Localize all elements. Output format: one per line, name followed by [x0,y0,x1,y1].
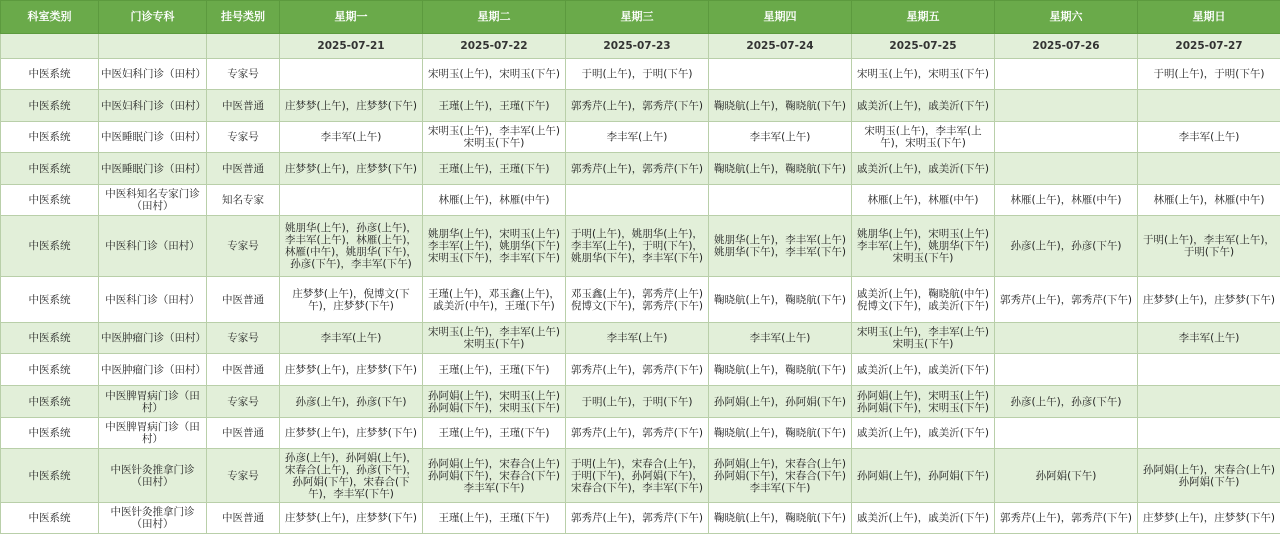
schedule-cell [1138,153,1280,185]
schedule-cell: 姚朋华(上午)，孙彦(上午)，李丰军(上午)，林雁(上午)，林雁(中午)，姚朋华(下午)，孙彦(下午)，李丰军(下午) [280,216,423,277]
schedule-cell: 郭秀芹(上午)，郭秀芹(下午) [566,90,709,122]
schedule-cell: 李丰军(上午) [709,122,852,153]
table-row [1,122,1280,153]
schedule-cell: 王瑾(上午)，王瑾(下午) [423,90,566,122]
schedule-cell: 孙阿娟(上午)，宋春合(上午) 孙阿娟(下午)，宋春合(下午) 李丰军(下午) [709,449,852,503]
date-wed: 2025-07-23 [566,34,709,59]
schedule-cell [995,153,1138,185]
schedule-cell: 戚美沂(上午)，鞠晓航(中午) 倪博文(下午)，戚美沂(下午) [852,277,995,323]
reg-type-cell: 中医普通 [207,90,280,122]
dept-cell: 中医系统 [1,153,99,185]
schedule-cell: 林雁(上午)，林雁(中午) [1138,185,1280,216]
date-thu: 2025-07-24 [709,34,852,59]
reg-type-cell: 中医普通 [207,503,280,534]
schedule-cell: 林雁(上午)，林雁(中午) [423,185,566,216]
reg-type-cell: 专家号 [207,449,280,503]
schedule-cell: 孙阿娟(上午)，宋春合(上午) 孙阿娟(下午)，宋春合(下午) 李丰军(下午) [423,449,566,503]
date-cell-empty [99,34,207,59]
col-header-dept: 科室类别 [1,1,99,34]
reg-type-cell: 中医普通 [207,277,280,323]
schedule-cell [1138,418,1280,449]
col-header-type: 挂号类别 [207,1,280,34]
table-row [1,449,1280,503]
schedule-cell: 郭秀芹(上午)，郭秀芹(下午) [566,503,709,534]
schedule-cell: 姚朋华(上午)，宋明玉(上午) 李丰军(上午)，姚朋华(下午) 宋明玉(下午)，李丰军(下午) [423,216,566,277]
schedule-cell: 鞠晓航(上午)，鞠晓航(下午) [709,90,852,122]
date-sat: 2025-07-26 [995,34,1138,59]
dept-cell: 中医系统 [1,277,99,323]
schedule-cell [995,122,1138,153]
schedule-cell: 戚美沂(上午)，戚美沂(下午) [852,90,995,122]
schedule-cell: 王瑾(上午)，王瑾(下午) [423,153,566,185]
schedule-cell: 孙彦(上午)，孙彦(下午) [280,386,423,418]
date-cell-empty [207,34,280,59]
dept-cell: 中医系统 [1,418,99,449]
col-header-wed: 星期三 [566,1,709,34]
schedule-cell: 郭秀芹(上午)，郭秀芹(下午) [995,277,1138,323]
schedule-cell: 庄梦梦(上午)，庄梦梦(下午) [1138,503,1280,534]
schedule-cell: 李丰军(上午) [709,323,852,354]
clinic-cell: 中医肿瘤门诊（田村） [99,354,207,386]
reg-type-cell: 专家号 [207,122,280,153]
schedule-cell [280,185,423,216]
schedule-cell: 于明(上午)，于明(下午) [566,59,709,90]
clinic-cell: 中医针灸推拿门诊（田村） [99,449,207,503]
schedule-cell: 戚美沂(上午)，戚美沂(下午) [852,153,995,185]
schedule-cell: 姚朋华(上午)，宋明玉(上午) 李丰军(上午)，姚朋华(下午) 宋明玉(下午) [852,216,995,277]
schedule-cell: 姚朋华(上午)，李丰军(上午) 姚朋华(下午)，李丰军(下午) [709,216,852,277]
schedule-cell: 李丰军(上午) [566,122,709,153]
schedule-cell: 王瑾(上午)，王瑾(下午) [423,354,566,386]
dept-cell: 中医系统 [1,185,99,216]
table-row [1,418,1280,449]
schedule-cell: 戚美沂(上午)，戚美沂(下午) [852,418,995,449]
table-row [1,386,1280,418]
schedule-cell: 庄梦梦(上午)，庄梦梦(下午) [280,418,423,449]
schedule-cell: 鞠晓航(上午)，鞠晓航(下午) [709,153,852,185]
schedule-cell: 宋明玉(上午)，宋明玉(下午) [852,59,995,90]
clinic-cell: 中医睡眠门诊（田村） [99,153,207,185]
schedule-cell: 鞠晓航(上午)，鞠晓航(下午) [709,503,852,534]
dept-cell: 中医系统 [1,449,99,503]
schedule-cell: 庄梦梦(上午)，庄梦梦(下午) [280,90,423,122]
schedule-cell: 李丰军(上午) [1138,323,1280,354]
schedule-cell [995,323,1138,354]
table-row [1,503,1280,534]
schedule-cell: 戚美沂(上午)，戚美沂(下午) [852,503,995,534]
col-header-clinic: 门诊专科 [99,1,207,34]
schedule-cell: 李丰军(上午) [566,323,709,354]
schedule-cell: 庄梦梦(上午)，倪博文(下午)，庄梦梦(下午) [280,277,423,323]
table-row [1,216,1280,277]
schedule-cell: 李丰军(上午) [280,323,423,354]
schedule-cell: 于明(上午)，宋春合(上午)，于明(下午)，孙阿娟(下午)，宋春合(下午)，李丰军(下午) [566,449,709,503]
schedule-cell: 庄梦梦(上午)，庄梦梦(下午) [280,354,423,386]
schedule-cell: 鞠晓航(上午)，鞠晓航(下午) [709,418,852,449]
schedule-cell: 于明(上午)，于明(下午) [1138,59,1280,90]
table-row [1,277,1280,323]
reg-type-cell: 中医普通 [207,418,280,449]
schedule-cell [1138,386,1280,418]
dept-cell: 中医系统 [1,216,99,277]
dept-cell: 中医系统 [1,386,99,418]
schedule-cell: 孙阿娟(上午)，孙阿娟(下午) [852,449,995,503]
schedule-cell: 宋明玉(上午)，李丰军(上午) 宋明玉(下午) [423,323,566,354]
schedule-cell: 于明(上午)，李丰军(上午)，于明(下午) [1138,216,1280,277]
date-tue: 2025-07-22 [423,34,566,59]
schedule-cell: 孙阿娟(上午)，孙阿娟(下午) [709,386,852,418]
reg-type-cell: 知名专家 [207,185,280,216]
schedule-cell: 王瑾(上午)，王瑾(下午) [423,418,566,449]
date-fri: 2025-07-25 [852,34,995,59]
clinic-cell: 中医科门诊（田村） [99,216,207,277]
schedule-cell [280,59,423,90]
schedule-cell [995,90,1138,122]
schedule-cell: 林雁(上午)，林雁(中午) [995,185,1138,216]
schedule-cell: 孙阿娟(上午)，宋明玉(上午) 孙阿娟(下午)，宋明玉(下午) [423,386,566,418]
schedule-cell: 庄梦梦(上午)，庄梦梦(下午) [1138,277,1280,323]
schedule-cell [995,354,1138,386]
schedule-cell: 孙彦(上午)，孙阿娟(上午)，宋春合(上午)，孙彦(下午)，孙阿娟(下午)，宋春合(下午)，李丰军(下午) [280,449,423,503]
schedule-cell [995,59,1138,90]
schedule-cell: 庄梦梦(上午)，庄梦梦(下午) [280,503,423,534]
schedule-cell: 王瑾(上午)，王瑾(下午) [423,503,566,534]
date-row [1,34,1280,59]
table-row [1,354,1280,386]
schedule-cell: 宋明玉(上午)，宋明玉(下午) [423,59,566,90]
schedule-cell: 邓玉鑫(上午)，郭秀芹(上午) 倪博文(下午)，郭秀芹(下午) [566,277,709,323]
dept-cell: 中医系统 [1,122,99,153]
col-header-tue: 星期二 [423,1,566,34]
clinic-cell: 中医脾胃病门诊（田村） [99,386,207,418]
schedule-cell: 戚美沂(上午)，戚美沂(下午) [852,354,995,386]
schedule-cell: 宋明玉(上午)，李丰军(上午) 宋明玉(下午) [423,122,566,153]
schedule-cell: 郭秀芹(上午)，郭秀芹(下午) [566,354,709,386]
col-header-fri: 星期五 [852,1,995,34]
schedule-cell: 李丰军(上午) [1138,122,1280,153]
schedule-cell [709,185,852,216]
schedule-cell: 孙阿娟(上午)，宋春合(上午) 孙阿娟(下午) [1138,449,1280,503]
schedule-cell: 鞠晓航(上午)，鞠晓航(下午) [709,354,852,386]
schedule-cell [1138,90,1280,122]
col-header-sat: 星期六 [995,1,1138,34]
clinic-cell: 中医脾胃病门诊（田村） [99,418,207,449]
col-header-thu: 星期四 [709,1,852,34]
schedule-cell: 王瑾(上午)，邓玉鑫(上午)，戚美沂(中午)，王瑾(下午) [423,277,566,323]
schedule-cell [995,418,1138,449]
reg-type-cell: 专家号 [207,386,280,418]
schedule-cell: 于明(上午)，姚朋华(上午)，李丰军(上午)，于明(下午)，姚朋华(下午)，李丰军(下午) [566,216,709,277]
reg-type-cell: 专家号 [207,323,280,354]
clinic-cell: 中医睡眠门诊（田村） [99,122,207,153]
schedule-cell: 孙彦(上午)，孙彦(下午) [995,386,1138,418]
schedule-cell: 林雁(上午)，林雁(中午) [852,185,995,216]
header-row [1,1,1280,34]
clinic-cell: 中医针灸推拿门诊（田村） [99,503,207,534]
dept-cell: 中医系统 [1,503,99,534]
dept-cell: 中医系统 [1,323,99,354]
col-header-sun: 星期日 [1138,1,1280,34]
schedule-cell: 鞠晓航(上午)，鞠晓航(下午) [709,277,852,323]
reg-type-cell: 中医普通 [207,354,280,386]
date-mon: 2025-07-21 [280,34,423,59]
schedule-cell: 郭秀芹(上午)，郭秀芹(下午) [566,153,709,185]
table-row [1,90,1280,122]
schedule-cell [566,185,709,216]
schedule-cell: 郭秀芹(上午)，郭秀芹(下午) [995,503,1138,534]
schedule-cell: 孙阿娟(下午) [995,449,1138,503]
clinic-cell: 中医肿瘤门诊（田村） [99,323,207,354]
schedule-cell: 于明(上午)，于明(下午) [566,386,709,418]
table-row [1,185,1280,216]
schedule-body [1,59,1280,534]
schedule-cell [1138,354,1280,386]
col-header-mon: 星期一 [280,1,423,34]
clinic-cell: 中医科门诊（田村） [99,277,207,323]
clinic-cell: 中医妇科门诊（田村） [99,90,207,122]
clinic-cell: 中医妇科门诊（田村） [99,59,207,90]
schedule-cell: 郭秀芹(上午)，郭秀芹(下午) [566,418,709,449]
reg-type-cell: 专家号 [207,216,280,277]
date-cell-empty [1,34,99,59]
dept-cell: 中医系统 [1,354,99,386]
table-row [1,59,1280,90]
reg-type-cell: 中医普通 [207,153,280,185]
schedule-cell [709,59,852,90]
schedule-cell: 宋明玉(上午)，李丰军(上午)，宋明玉(下午) [852,122,995,153]
dept-cell: 中医系统 [1,59,99,90]
schedule-cell: 孙彦(上午)，孙彦(下午) [995,216,1138,277]
date-sun: 2025-07-27 [1138,34,1280,59]
table-row [1,323,1280,354]
schedule-cell: 庄梦梦(上午)，庄梦梦(下午) [280,153,423,185]
schedule-cell: 孙阿娟(上午)，宋明玉(上午) 孙阿娟(下午)，宋明玉(下午) [852,386,995,418]
schedule-cell: 宋明玉(上午)，李丰军(上午) 宋明玉(下午) [852,323,995,354]
reg-type-cell: 专家号 [207,59,280,90]
clinic-cell: 中医科知名专家门诊（田村） [99,185,207,216]
dept-cell: 中医系统 [1,90,99,122]
table-row [1,153,1280,185]
schedule-cell: 李丰军(上午) [280,122,423,153]
